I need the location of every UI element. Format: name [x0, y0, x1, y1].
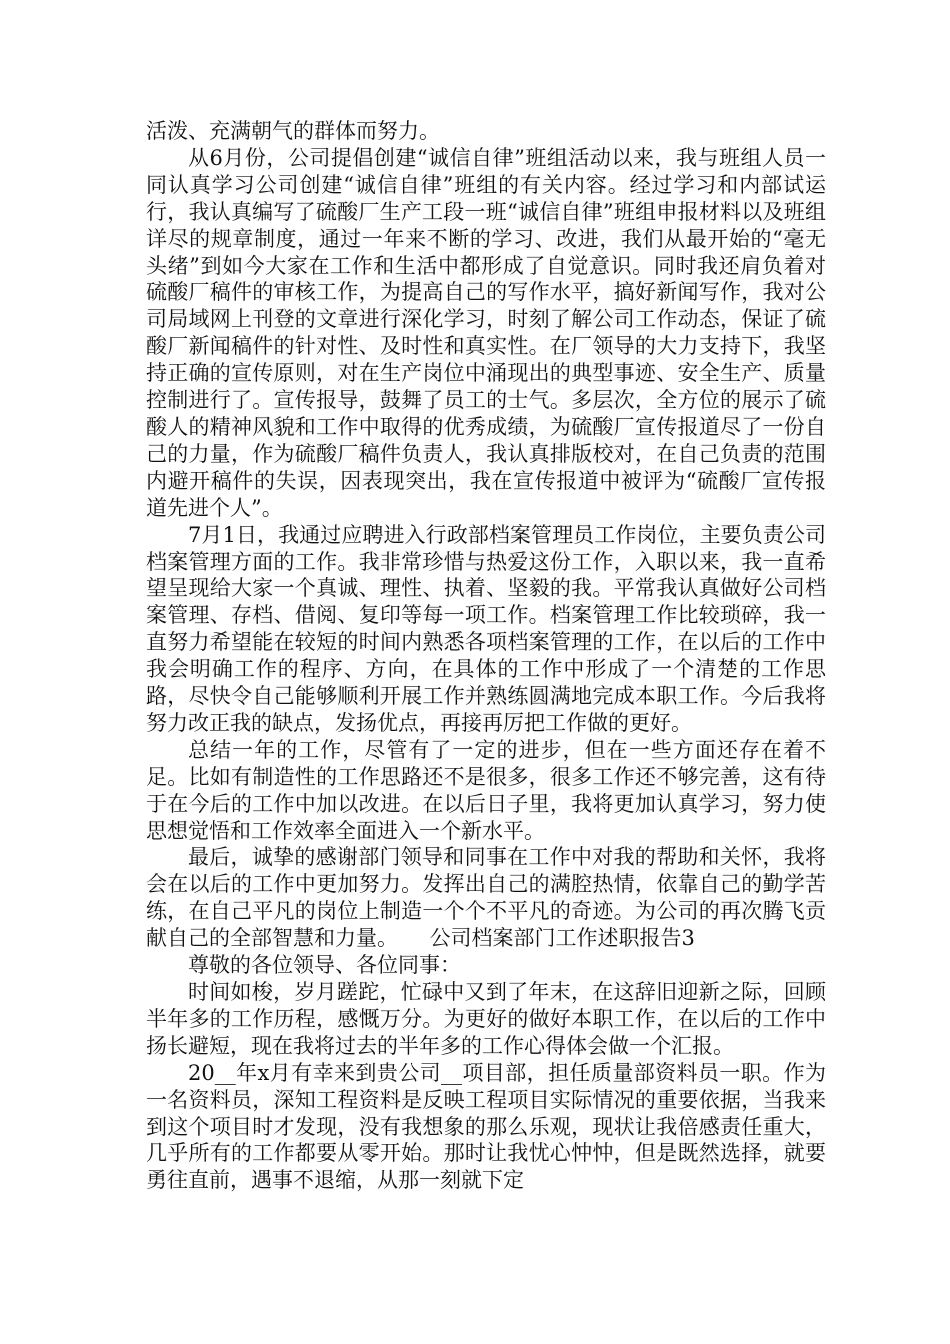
paragraph-1: 活泼、充满朝气的群体而努力。: [146, 119, 440, 143]
paragraph-4: 总结一年的工作，尽管有了一定的进步，但在一些方面还存在着不足。比如有制造性的工作思路还不是很多，很多工作还不够完善，这有待于在今后的工作中加以改进。在以后日子里，我将更加认真学习，努力使思想觉悟和工作效率全面进入一个新水平。: [146, 737, 826, 843]
document-page: [146, 118, 826, 1194]
paragraph-7: 时间如梭，岁月蹉跎，忙碌中又到了年末，在这辞旧迎新之际，回顾半年多的工作历程，感慨万分。为更好的做好本职工作，在以后的工作中扬长避短，现在我将过去的半年多的工作心得体会做一个汇报。: [146, 980, 826, 1058]
paragraph-8: 20__年x月有幸来到贵公司__项目部，担任质量部资料员一职。作为一名资料员，深知工程资料是反映工程项目实际情况的重要依据，当我来到这个项目时才发现，没有我想象的那么乐观，现状让我倍感责任重大，几乎所有的工作都要从零开始。那时让我忧心忡忡，但是既然选择，就要勇往直前，遇事不退缩，从那一刻就下定: [146, 1060, 826, 1193]
paragraph-3: 7月1日，我通过应聘进入行政部档案管理员工作岗位，主要负责公司档案管理方面的工作。我非常珍惜与热爱这份工作，入职以来，我一直希望呈现给大家一个真诚、理性、执着、坚毅的我。平常我认真做好公司档案管理、存档、借阅、复印等每一项工作。档案管理工作比较琐碎，我一直努力希望能在较短的时间内熟悉各项档案管理的工作，在以后的工作中我会明确工作的程序、方向，在具体的工作中形成了一个清楚的工作思路，尽快令自己能够顺利开展工作并熟练圆满地完成本职工作。今后我将努力改正我的缺点，发扬优点，再接再厉把工作做的更好。: [146, 522, 826, 735]
paragraph-6: 尊敬的各位领导、各位同事：: [188, 953, 461, 978]
paragraph-5: 最后，诚挚的感谢部门领导和同事在工作中对我的帮助和关怀，我将会在以后的工作中更加努力。发挥出自己的满腔热情，依靠自己的勤学苦练，在自己平凡的岗位上制造一个个不平凡的奇迹。为公司的再次腾飞贡献自己的全部智慧和力量。 公司档案部门工作述职报告3: [146, 845, 826, 951]
paragraph-2: 从6月份，公司提倡创建“诚信自律”班组活动以来，我与班组人员一同认真学习公司创建“诚信自律”班组的有关内容。经过学习和内部试运行，我认真编写了硫酸厂生产工段一班“诚信自律”班组申报材料以及班组详尽的规章制度，通过一年来不断的学习、改进，我们从最开始的“毫无头绪”到如今大家在工作和生活中都形成了自觉意识。同时我还肩负着对硫酸厂稿件的审核工作，为提高自己的写作水平，搞好新闻写作，我对公司局域网上刊登的文章进行深化学习，时刻了解公司工作动态，保证了硫酸厂新闻稿件的针对性、及时性和真实性。在厂领导的大力支持下，我坚持正确的宣传原则，对在生产岗位中涌现出的典型事迹、安全生产、质量控制进行了。宣传报导，鼓舞了员工的士气。多层次，全方位的展示了硫酸人的精神风貌和工作中取得的优秀成绩，为硫酸厂宣传报道尽了一份自己的力量，作为硫酸厂稿件负责人，我认真排版校对，在自己负责的范围内避开稿件的失误，因表现突出，我在宣传报道中被评为“硫酸厂宣传报道先进个人”。: [146, 145, 826, 520]
